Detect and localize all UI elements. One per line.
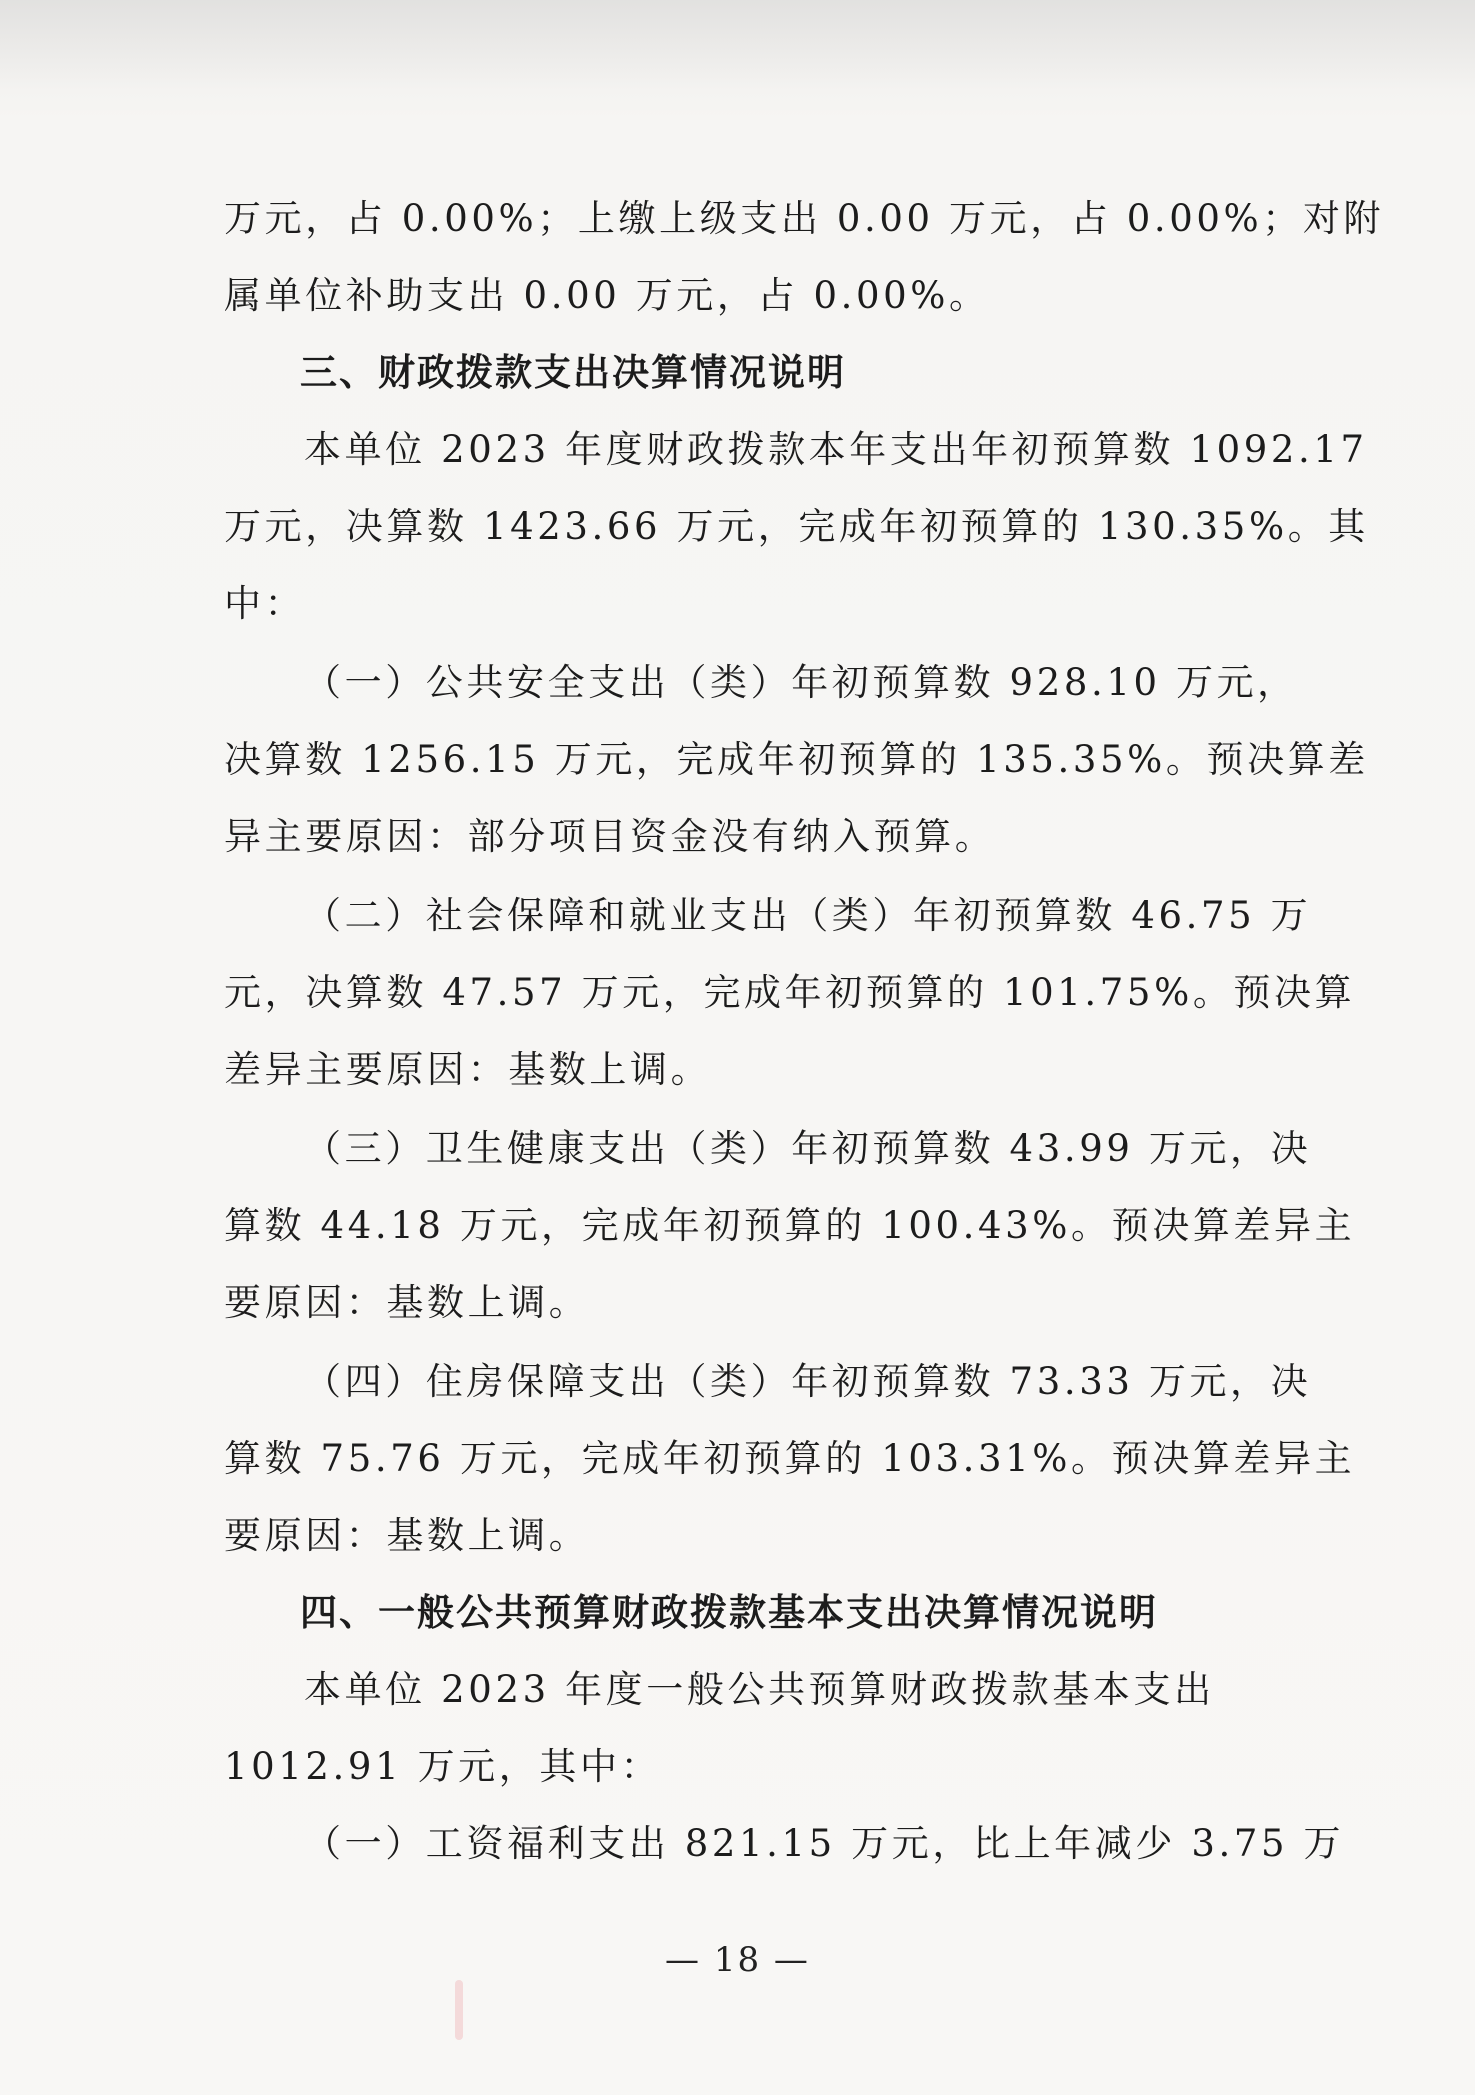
- paragraph-line: 万元，占 0.00%；上缴上级支出 0.00 万元，占 0.00%；对附: [224, 197, 1385, 240]
- seal-mark: [455, 1980, 463, 2040]
- paragraph-line: （二）社会保障和就业支出（类）年初预算数 46.75 万: [304, 894, 1312, 937]
- paragraph-line: 元，决算数 47.57 万元，完成年初预算的 101.75%。预决算: [224, 971, 1356, 1014]
- scan-shadow: [0, 0, 1475, 90]
- paragraph-line: （一）公共安全支出（类）年初预算数 928.10 万元，: [304, 661, 1298, 704]
- paragraph-line: 要原因：基数上调。: [224, 1514, 590, 1557]
- paragraph-line: 算数 75.76 万元，完成年初预算的 103.31%。预决算差异主: [224, 1437, 1356, 1480]
- paragraph-line: 算数 44.18 万元，完成年初预算的 100.43%。预决算差异主: [224, 1204, 1356, 1247]
- paragraph-line: （三）卫生健康支出（类）年初预算数 43.99 万元，决: [304, 1127, 1312, 1170]
- document-body: [224, 180, 1385, 1882]
- page-number: — 18 —: [665, 1940, 810, 1980]
- paragraph-line: 1012.91 万元，其中：: [224, 1745, 662, 1788]
- paragraph-line: 决算数 1256.15 万元，完成年初预算的 135.35%。预决算差: [224, 738, 1369, 781]
- paragraph-line: 本单位 2023 年度一般公共预算财政拨款基本支出: [304, 1668, 1215, 1711]
- section-heading-4: 四、一般公共预算财政拨款基本支出决算情况说明: [300, 1591, 1158, 1634]
- section-heading-3: 三、财政拨款支出决算情况说明: [300, 351, 846, 394]
- paragraph-line: 属单位补助支出 0.00 万元，占 0.00%。: [224, 274, 990, 317]
- paragraph-line: 万元，决算数 1423.66 万元，完成年初预算的 130.35%。其: [224, 505, 1369, 548]
- paragraph-line: 异主要原因：部分项目资金没有纳入预算。: [224, 815, 996, 858]
- paragraph-line: 差异主要原因：基数上调。: [224, 1048, 712, 1091]
- paragraph-line: （四）住房保障支出（类）年初预算数 73.33 万元，决: [304, 1360, 1312, 1403]
- paragraph-line: 中：: [224, 582, 306, 625]
- paragraph-line: 本单位 2023 年度财政拨款本年支出年初预算数 1092.17: [304, 428, 1368, 471]
- paragraph-line: （一）工资福利支出 821.15 万元，比上年减少 3.75 万: [304, 1822, 1345, 1865]
- paragraph-line: 要原因：基数上调。: [224, 1281, 590, 1324]
